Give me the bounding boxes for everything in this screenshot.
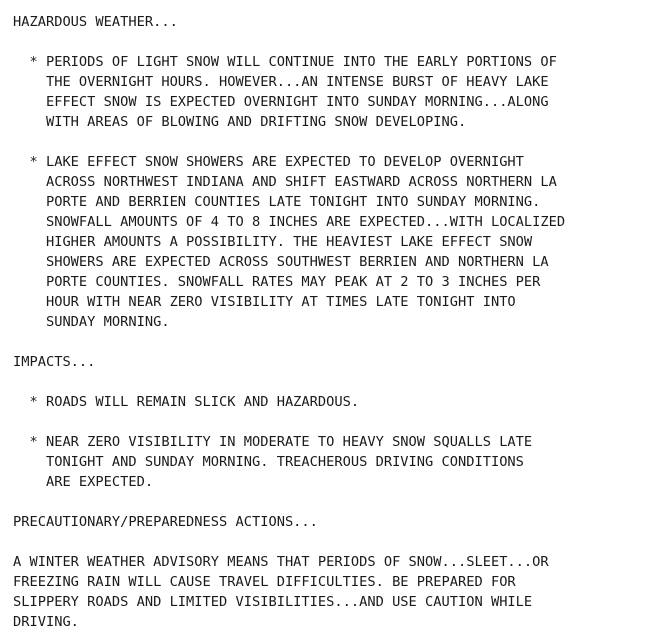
bulletin-line: FREEZING RAIN WILL CAUSE TRAVEL DIFFICULTIES. BE PREPARED FOR bbox=[13, 574, 516, 590]
bulletin-line: TONIGHT AND SUNDAY MORNING. TREACHEROUS DRIVING CONDITIONS bbox=[13, 454, 524, 470]
bulletin-line: EFFECT SNOW IS EXPECTED OVERNIGHT INTO SUNDAY MORNING...ALONG bbox=[13, 94, 549, 110]
bulletin-line: * LAKE EFFECT SNOW SHOWERS ARE EXPECTED TO DEVELOP OVERNIGHT bbox=[13, 154, 524, 170]
blank-line bbox=[13, 372, 565, 392]
bulletin-line: DRIVING. bbox=[13, 614, 79, 630]
blank-line bbox=[13, 532, 565, 552]
bulletin-line: * PERIODS OF LIGHT SNOW WILL CONTINUE INTO THE EARLY PORTIONS OF bbox=[13, 54, 557, 70]
bulletin-line: SUNDAY MORNING. bbox=[13, 314, 170, 330]
bulletin-line: SNOWFALL AMOUNTS OF 4 TO 8 INCHES ARE EXPECTED...WITH LOCALIZED bbox=[13, 214, 566, 230]
bulletin-line: IMPACTS... bbox=[13, 354, 96, 370]
blank-line bbox=[13, 332, 565, 352]
blank-line bbox=[13, 32, 565, 52]
bulletin-line: ACROSS NORTHWEST INDIANA AND SHIFT EASTWARD ACROSS NORTHERN LA bbox=[13, 174, 557, 190]
bulletin-line: SLIPPERY ROADS AND LIMITED VISIBILITIES...AND USE CAUTION WHILE bbox=[13, 594, 533, 610]
bulletin-line: PORTE COUNTIES. SNOWFALL RATES MAY PEAK AT 2 TO 3 INCHES PER bbox=[13, 274, 541, 290]
bulletin-line: WITH AREAS OF BLOWING AND DRIFTING SNOW DEVELOPING. bbox=[13, 114, 467, 130]
bulletin-line: * ROADS WILL REMAIN SLICK AND HAZARDOUS. bbox=[13, 394, 360, 410]
blank-line bbox=[13, 492, 565, 512]
bulletin-line: * NEAR ZERO VISIBILITY IN MODERATE TO HEAVY SNOW SQUALLS LATE bbox=[13, 434, 533, 450]
bulletin-line: THE OVERNIGHT HOURS. HOWEVER...AN INTENSE BURST OF HEAVY LAKE bbox=[13, 74, 549, 90]
blank-line bbox=[13, 132, 565, 152]
bulletin-line: PORTE AND BERRIEN COUNTIES LATE TONIGHT INTO SUNDAY MORNING. bbox=[13, 194, 541, 210]
bulletin-line: HIGHER AMOUNTS A POSSIBILITY. THE HEAVIEST LAKE EFFECT SNOW bbox=[13, 234, 533, 250]
bulletin-line: HAZARDOUS WEATHER... bbox=[13, 14, 178, 30]
bulletin-line: ARE EXPECTED. bbox=[13, 474, 154, 490]
blank-line bbox=[13, 412, 565, 432]
bulletin-line: PRECAUTIONARY/PREPAREDNESS ACTIONS... bbox=[13, 514, 318, 530]
bulletin-line: HOUR WITH NEAR ZERO VISIBILITY AT TIMES LATE TONIGHT INTO bbox=[13, 294, 516, 310]
bulletin-line: A WINTER WEATHER ADVISORY MEANS THAT PERIODS OF SNOW...SLEET...OR bbox=[13, 554, 549, 570]
weather-bulletin-text bbox=[13, 12, 565, 632]
bulletin-line: SHOWERS ARE EXPECTED ACROSS SOUTHWEST BERRIEN AND NORTHERN LA bbox=[13, 254, 549, 270]
